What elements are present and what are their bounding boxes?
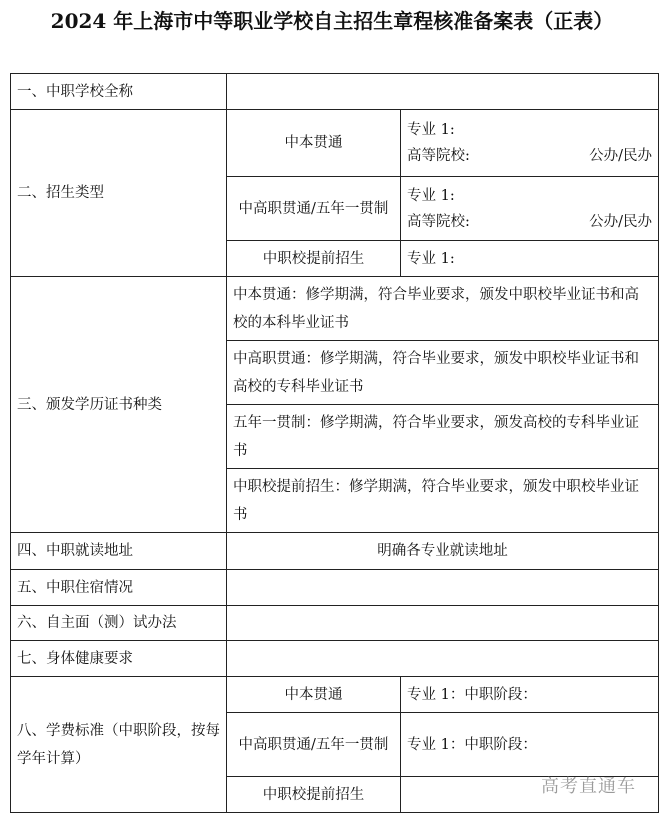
public-private-label: 公办/民办 [589, 213, 652, 230]
certificate-item: 中高职贯通：修学期满，符合毕业要求，颁发中职校毕业证书和高校的专科毕业证书 [227, 341, 659, 405]
row-school-name [11, 74, 659, 110]
college-label: 高等院校: [407, 213, 470, 230]
public-private-label: 公办/民办 [589, 148, 652, 164]
school-name-cell[interactable] [227, 74, 659, 110]
interview-label: 六、自主面（测）试办法 [11, 606, 227, 641]
tuition-zhonggao-label: 中高职贯通/五年一贯制 [227, 713, 401, 777]
dormitory-cell[interactable] [227, 570, 659, 606]
certificate-type-label: 三、颁发学历证书种类 [11, 277, 227, 533]
row-certificate-1 [11, 277, 659, 341]
college-label: 高等院校: [407, 148, 470, 164]
row-dormitory [11, 570, 659, 606]
type-early-label: 中职校提前招生 [227, 241, 401, 277]
type-zhongben-cell[interactable] [401, 110, 659, 177]
major-1-label: 专业 1: [407, 187, 455, 204]
address-label: 四、中职就读地址 [11, 533, 227, 570]
tuition-early-label: 中职校提前招生 [227, 777, 401, 813]
major-1-label: 专业 1: [407, 250, 455, 267]
health-cell[interactable] [227, 641, 659, 677]
type-zhongben-label: 中本贯通 [227, 110, 401, 177]
tuition-zhongben-label: 中本贯通 [227, 677, 401, 713]
certificate-item: 五年一贯制：修学期满，符合毕业要求，颁发高校的专科毕业证书 [227, 405, 659, 469]
tuition-zhonggao-cell[interactable]: 专业 1：中职阶段： [401, 713, 659, 777]
address-cell[interactable]: 明确各专业就读地址 [227, 533, 659, 570]
enrollment-type-label: 二、招生类型 [11, 110, 227, 277]
major-1-label: 专业 1: [407, 122, 455, 138]
certificate-item: 中职校提前招生：修学期满，符合毕业要求，颁发中职校毕业证书 [227, 469, 659, 533]
filing-form-table [10, 73, 659, 813]
interview-cell[interactable] [227, 606, 659, 641]
tuition-label: 八、学费标准（中职阶段，按每学年计算） [11, 677, 227, 813]
row-enrollment-type-1 [11, 110, 659, 177]
tuition-zhongben-cell[interactable]: 专业 1：中职阶段： [401, 677, 659, 713]
type-zhonggao-label: 中高职贯通/五年一贯制 [227, 177, 401, 241]
school-name-label: 一、中职学校全称 [11, 74, 227, 110]
watermark: 高考直通车 [541, 776, 636, 797]
certificate-item: 中本贯通：修学期满，符合毕业要求，颁发中职校毕业证书和高校的本科毕业证书 [227, 277, 659, 341]
row-interview [11, 606, 659, 641]
type-early-cell[interactable] [401, 241, 659, 277]
form-title: 2024 年上海市中等职业学校自主招生章程核准备案表（正表） [50, 9, 614, 33]
row-tuition-1 [11, 677, 659, 713]
type-zhonggao-cell[interactable] [401, 177, 659, 241]
row-health [11, 641, 659, 677]
health-label: 七、身体健康要求 [11, 641, 227, 677]
row-address [11, 533, 659, 570]
dormitory-label: 五、中职住宿情况 [11, 570, 227, 606]
